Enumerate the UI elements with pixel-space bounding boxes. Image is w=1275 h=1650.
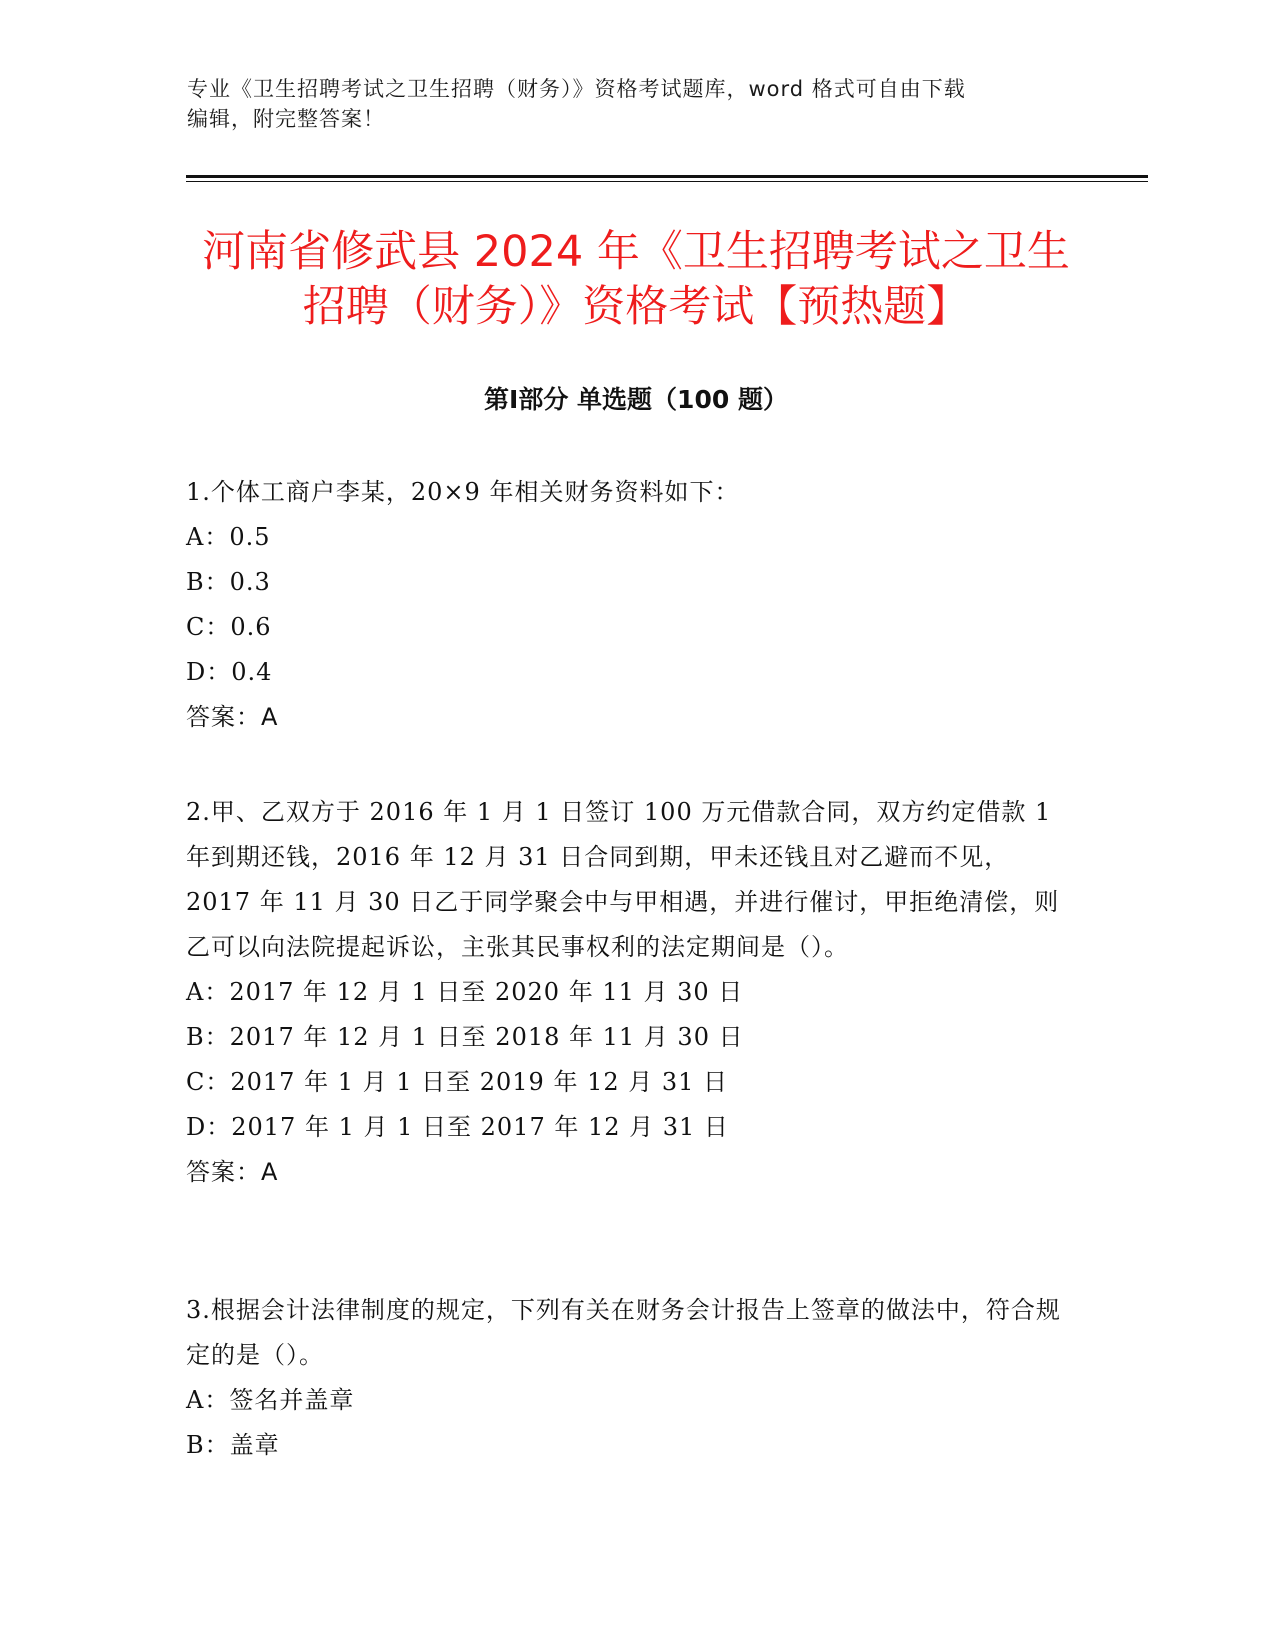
document-header-note bbox=[187, 74, 1087, 134]
option-c: C：2017 年 1 月 1 日至 2019 年 12 月 31 日 bbox=[186, 1068, 729, 1096]
title-line-2: 招聘（财务）》资格考试【预热题】 bbox=[302, 282, 970, 332]
header-note-line-1: 专业《卫生招聘考试之卫生招聘（财务）》资格考试题库，word 格式可自由下载 bbox=[187, 77, 966, 101]
question-stem: 2.甲、乙双方于 2016 年 1 月 1 日签订 100 万元借款合同，双方约定借款 1 年到期还钱，2016 年 12 月 31 日合同到期，甲未还钱且对乙避而不见，2017 年 11 月 30 日乙于同学聚会中与甲相遇，并进行催讨，甲拒绝清偿，则乙可以向法院提起诉讼，主张其民事权利的法定期间是（）。 bbox=[186, 798, 1060, 961]
option-c: C：0.6 bbox=[186, 613, 272, 641]
option-b: B：2017 年 12 月 1 日至 2018 年 11 月 30 日 bbox=[186, 1023, 744, 1051]
question-3 bbox=[186, 1288, 1066, 1468]
question-1 bbox=[186, 470, 1066, 740]
question-2 bbox=[186, 790, 1066, 1195]
answer: 答案：A bbox=[186, 1158, 279, 1186]
question-stem: 1.个体工商户李某，20×9 年相关财务资料如下： bbox=[186, 478, 740, 506]
header-note-line-2: 编辑，附完整答案！ bbox=[187, 107, 385, 131]
option-a: A：0.5 bbox=[186, 523, 271, 551]
option-a: A：签名并盖章 bbox=[186, 1386, 355, 1414]
option-b: B：盖章 bbox=[186, 1431, 280, 1459]
option-b: B：0.3 bbox=[186, 568, 271, 596]
option-d: D：2017 年 1 月 1 日至 2017 年 12 月 31 日 bbox=[186, 1113, 729, 1141]
header-divider-thick bbox=[186, 175, 1148, 178]
option-d: D：0.4 bbox=[186, 658, 273, 686]
question-stem: 3.根据会计法律制度的规定，下列有关在财务会计报告上签章的做法中，符合规定的是（）。 bbox=[186, 1296, 1061, 1369]
document-title bbox=[186, 225, 1086, 335]
option-a: A：2017 年 12 月 1 日至 2020 年 11 月 30 日 bbox=[186, 978, 744, 1006]
section-heading: 第Ⅰ部分 单选题（100 题） bbox=[484, 385, 788, 414]
title-line-1: 河南省修武县 2024 年《卫生招聘考试之卫生 bbox=[202, 227, 1070, 277]
answer: 答案：A bbox=[186, 703, 279, 731]
header-divider-thin bbox=[186, 181, 1148, 182]
